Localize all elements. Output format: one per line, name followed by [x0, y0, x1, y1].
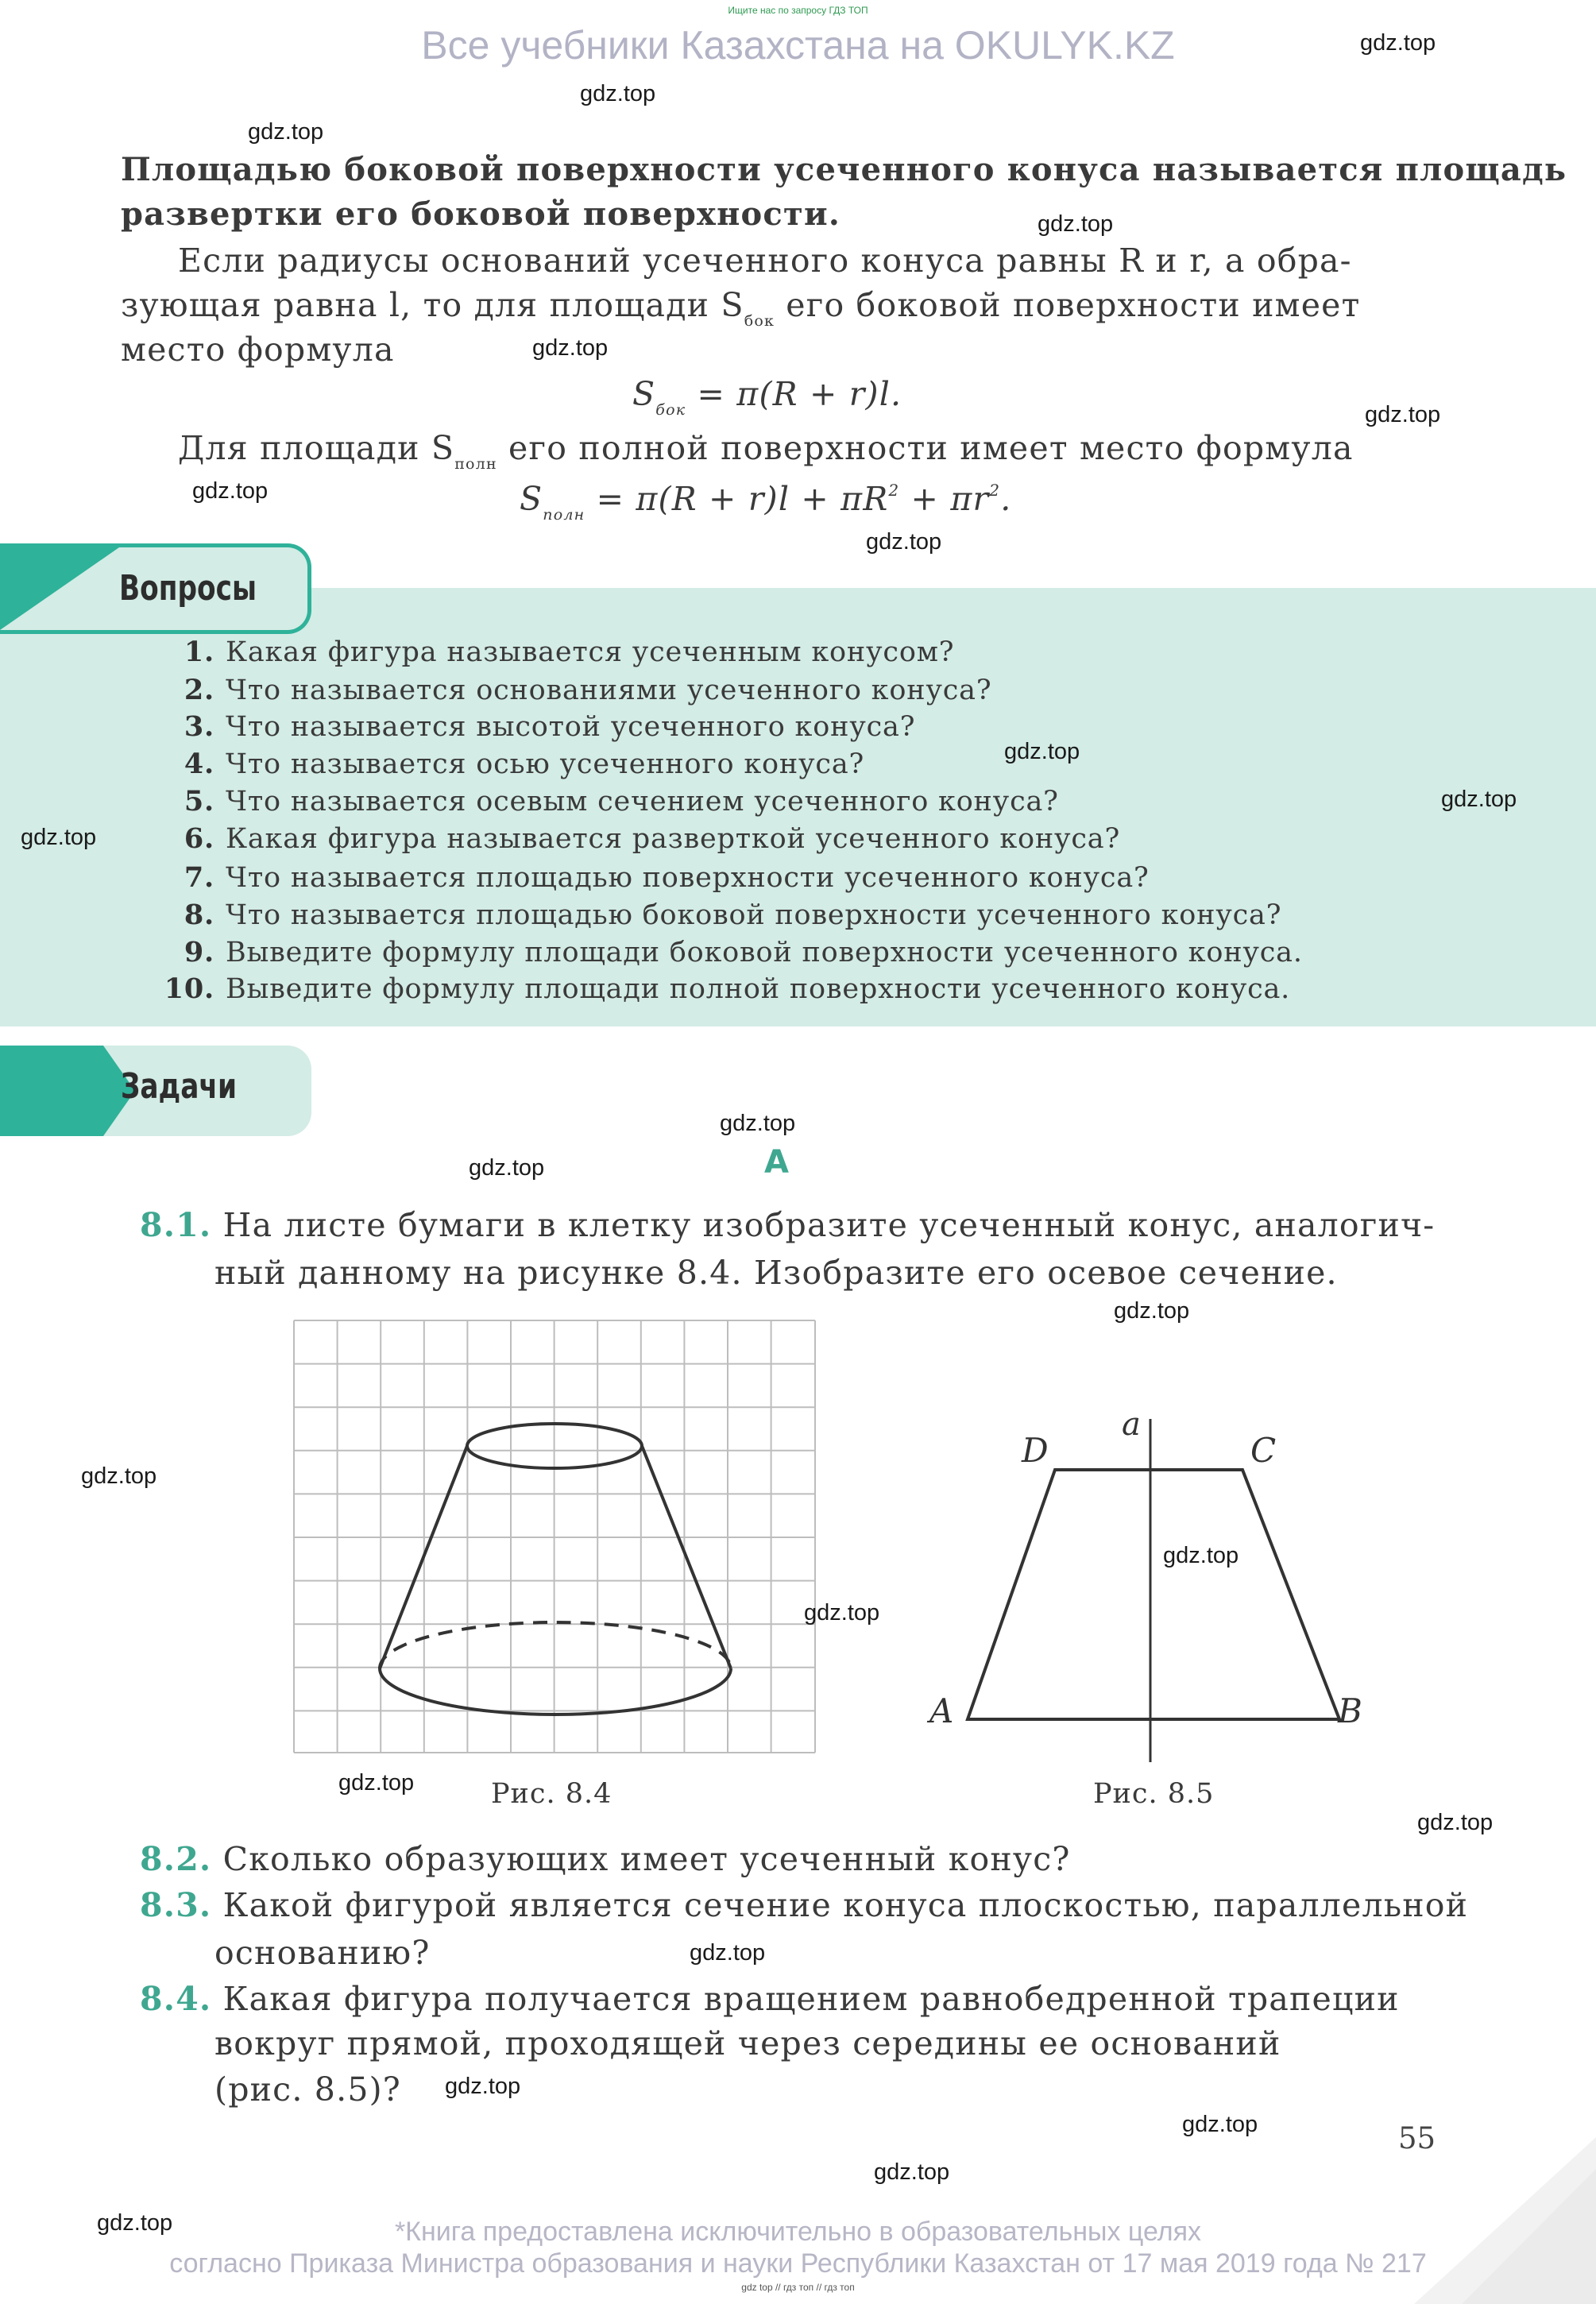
axis-label-a: a	[1122, 1406, 1141, 1443]
figure-8-4	[292, 1319, 817, 1754]
watermark: gdz.top	[1004, 739, 1080, 764]
tasks-tab-accent	[0, 1046, 135, 1136]
watermark: gdz.top	[874, 2159, 950, 2185]
task-8-1-line1: 8.1. На листе бумаги в клетку изобразите усеченный конус, аналогич-	[140, 1206, 1436, 1244]
watermark: gdz.top	[21, 825, 97, 850]
question-item: 8. Что называется площадью боковой поверхности усеченного конуса?	[184, 899, 1282, 931]
watermark: gdz.top	[445, 2074, 521, 2099]
questions-heading: Вопросы	[119, 568, 257, 609]
intro-p2-line2: зующая равна l, то для площади $S_{бок}$ его боковой поверхности имеет	[121, 286, 1361, 330]
watermark: gdz.top	[469, 1155, 545, 1181]
footer-line1: *Книга предоставлена исключительно в образовательных целях	[394, 2217, 1202, 2247]
figure-8-5	[914, 1406, 1390, 1772]
formula-lateral-area: $S_{бок} = \pi(R + r)l$.	[632, 375, 902, 419]
watermark: gdz.top	[720, 1111, 796, 1136]
level-label: А	[764, 1144, 789, 1181]
vertex-label-b: B	[1338, 1691, 1362, 1730]
tasks-heading: Задачи	[121, 1066, 238, 1107]
question-item: 1. Какая фигура называется усеченным конусом?	[184, 636, 955, 668]
watermark: gdz.top	[1365, 402, 1441, 427]
task-8-4-line3: (рис. 8.5)?	[214, 2070, 401, 2109]
vertex-label-d: D	[1022, 1431, 1049, 1470]
watermark: gdz.top	[1038, 211, 1114, 237]
intro-p1-line2: развертки его боковой поверхности.	[121, 195, 841, 233]
questions-tab-accent	[0, 547, 127, 634]
watermark: gdz.top	[97, 2210, 173, 2236]
top-note: Ищите нас по запросу ГДЗ ТОП	[728, 5, 868, 16]
question-item: 2. Что называется основаниями усеченного конуса?	[184, 674, 992, 706]
task-8-4-line2: вокруг прямой, проходящей через середины ее оснований	[214, 2024, 1281, 2062]
watermark: gdz.top	[866, 529, 942, 555]
question-item: 7. Что называется площадью поверхности усеченного конуса?	[184, 861, 1150, 894]
watermark: gdz.top	[532, 335, 609, 361]
watermark: gdz.top	[1441, 787, 1517, 812]
tasks-tab	[0, 1046, 311, 1136]
formula-total-area: $S_{полн} = \pi(R + r)l + \pi R^2 + \pi r^2$.	[520, 480, 1012, 524]
task-8-3-line2: основанию?	[214, 1934, 431, 1972]
watermark: gdz.top	[1114, 1298, 1190, 1324]
watermark: gdz.top	[1360, 30, 1436, 56]
trapezoid	[968, 1470, 1339, 1719]
watermark: gdz.top	[690, 1940, 766, 1966]
truncated-cone	[380, 1424, 731, 1714]
task-8-1-line2: ный данному на рисунке 8.4. Изобразите его осевое сечение.	[214, 1254, 1338, 1292]
questions-tab	[0, 543, 311, 634]
watermark: gdz.top	[804, 1600, 880, 1626]
footer-line2: согласно Приказа Министра образования и науки Республики Казахстан от 17 мая 2019 года № 217	[169, 2248, 1427, 2279]
watermark: gdz.top	[580, 81, 656, 106]
intro-p2-line3: место формула	[121, 331, 395, 369]
watermark: gdz.top	[81, 1463, 157, 1489]
question-item: 5. Что называется осевым сечением усеченного конуса?	[184, 785, 1059, 818]
watermark: gdz.top	[338, 1770, 415, 1796]
watermark: gdz.top	[1417, 1810, 1494, 1835]
intro-p1-line1: Площадью боковой поверхности усеченного конуса называется площадь	[121, 151, 1567, 188]
watermark: gdz.top	[1163, 1543, 1239, 1568]
question-item: 9. Выведите формулу площади боковой поверхности усеченного конуса.	[184, 936, 1303, 968]
question-item: 4. Что называется осью усеченного конуса?	[184, 748, 865, 780]
vertex-label-a: A	[929, 1691, 954, 1730]
watermark: gdz.top	[248, 119, 324, 145]
question-item: 6. Какая фигура называется разверткой усеченного конуса?	[184, 822, 1121, 855]
question-item: 3. Что называется высотой усеченного конуса?	[184, 710, 916, 743]
task-8-2: 8.2. Сколько образующих имеет усеченный конус?	[140, 1840, 1071, 1878]
vertex-label-c: C	[1250, 1431, 1277, 1470]
page-number: 55	[1398, 2121, 1436, 2155]
watermark: gdz.top	[192, 478, 269, 504]
footer-small: gdz top // гдз топ // гдз топ	[741, 2282, 855, 2293]
intro-p2-line1: Если радиусы оснований усеченного конуса равны R и r, а обра-	[178, 242, 1352, 280]
figure-8-5-caption: Рис. 8.5	[1093, 1778, 1215, 1810]
intro-p3: Для площади $S_{полн}$ его полной поверхности имеет место формула	[178, 429, 1354, 473]
site-banner[interactable]: Все учебники Казахстана на OKULYK.KZ	[421, 23, 1175, 68]
figure-8-4-caption: Рис. 8.4	[491, 1778, 613, 1810]
question-item: 10. Выведите формулу площади полной поверхности усеченного конуса.	[164, 972, 1291, 1005]
grid-lines	[294, 1320, 815, 1753]
task-8-3-line1: 8.3. Какой фигурой является сечение конуса плоскостью, параллельной	[140, 1886, 1469, 1924]
task-8-4-line1: 8.4. Какая фигура получается вращением равнобедренной трапеции	[140, 1980, 1400, 2018]
watermark: gdz.top	[1182, 2112, 1258, 2137]
